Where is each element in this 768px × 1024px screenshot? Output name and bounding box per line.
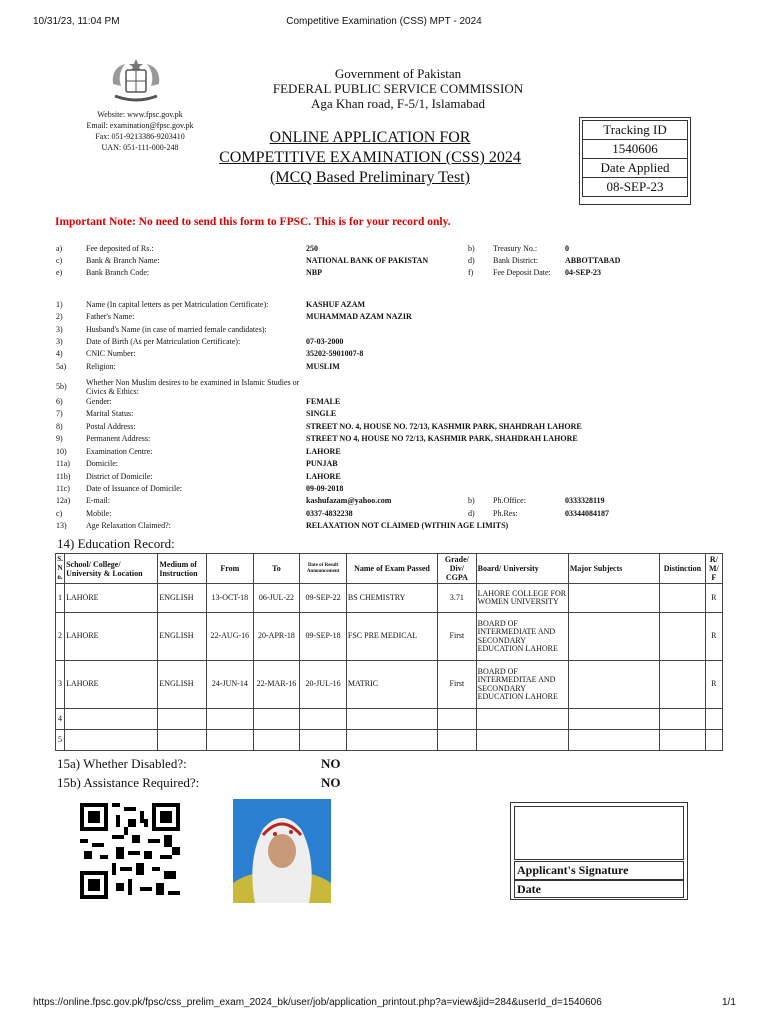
qr-code xyxy=(80,803,180,899)
table-row: 3 LAHORE ENGLISH 24-JUN-14 22-MAR-16 20-JUL-16 MATRIC First BOARD OF INTERMEDITAE AND SECONDARY EDUCATION LAHORE R xyxy=(56,661,723,709)
print-footer-url: https://online.fpsc.gov.pk/fpsc/css_prelim_exam_2024_bk/user/job/application_printout.php?a=view&jid=284&userId_d=1540606 xyxy=(33,997,602,1008)
date-applied-value: 08-SEP-23 xyxy=(583,178,688,197)
date-applied-label: Date Applied xyxy=(583,159,688,178)
table-row: 5 xyxy=(56,730,723,751)
uan-text: UAN: 051-111-000-248 xyxy=(101,143,179,152)
education-heading: 14) Education Record: xyxy=(57,536,175,551)
disabled-answer: NO xyxy=(321,756,341,771)
email-text: Email: examination@fpsc.gov.pk xyxy=(86,121,194,130)
signature-area xyxy=(514,806,684,860)
signature-date-label: Date xyxy=(514,880,684,898)
form-title-line3: (MCQ Based Preliminary Test) xyxy=(270,169,470,186)
table-row: 4 xyxy=(56,709,723,730)
table-row: 2 LAHORE ENGLISH 22-AUG-16 20-APR-18 09-SEP-18 FSC PRE MEDICAL First BOARD OF INTERMEDIATE AND SECONDARY EDUCATION LAHORE R xyxy=(56,613,723,661)
tracking-id-label: Tracking ID xyxy=(583,121,688,140)
contact-info xyxy=(60,109,220,153)
education-table xyxy=(55,553,723,751)
org-line2: FEDERAL PUBLIC SERVICE COMMISSION xyxy=(272,81,524,96)
disabled-question: 15a) Whether Disabled?: xyxy=(57,756,187,771)
form-title-line2: COMPETITIVE EXAMINATION (CSS) 2024 xyxy=(219,149,521,166)
important-note: Important Note: No need to send this form to FPSC. This is for your record only. xyxy=(55,216,451,228)
print-datetime: 10/31/23, 11:04 PM xyxy=(33,16,120,27)
form-title-line1: ONLINE APPLICATION FOR xyxy=(269,129,471,146)
org-line1: Government of Pakistan xyxy=(334,66,462,81)
assistance-question: 15b) Assistance Required?: xyxy=(57,775,200,790)
signature-box xyxy=(510,802,688,900)
fax-text: Fax: 051-9213386-9203410 xyxy=(95,132,185,141)
website-text: Website: www.fpsc.gov.pk xyxy=(97,110,183,119)
table-row: 1 LAHORE ENGLISH 13-OCT-18 06-JUL-22 09-SEP-22 BS CHEMISTRY 3.71 LAHORE COLLEGE FOR WOMEN UNIVERSITY R xyxy=(56,584,723,613)
applicant-photo xyxy=(233,799,331,903)
tracking-table xyxy=(582,120,688,197)
tracking-id-value: 1540606 xyxy=(583,140,688,159)
print-title: Competitive Examination (CSS) MPT - 2024 xyxy=(286,16,482,27)
print-footer-page: 1/1 xyxy=(722,997,736,1008)
org-line3: Aga Khan road, F-5/1, Islamabad xyxy=(310,96,485,111)
applicant-signature-label: Applicant's Signature xyxy=(514,861,684,880)
assistance-answer: NO xyxy=(321,775,341,790)
education-header-row: S. N o. School/ College/ University & Location Medium of Instruction From To Date of Result Announcement Name of Exam Passed Grade/ Div/ CGPA Board/ University Major Subjects Distinction R/ M/ F xyxy=(56,554,723,584)
